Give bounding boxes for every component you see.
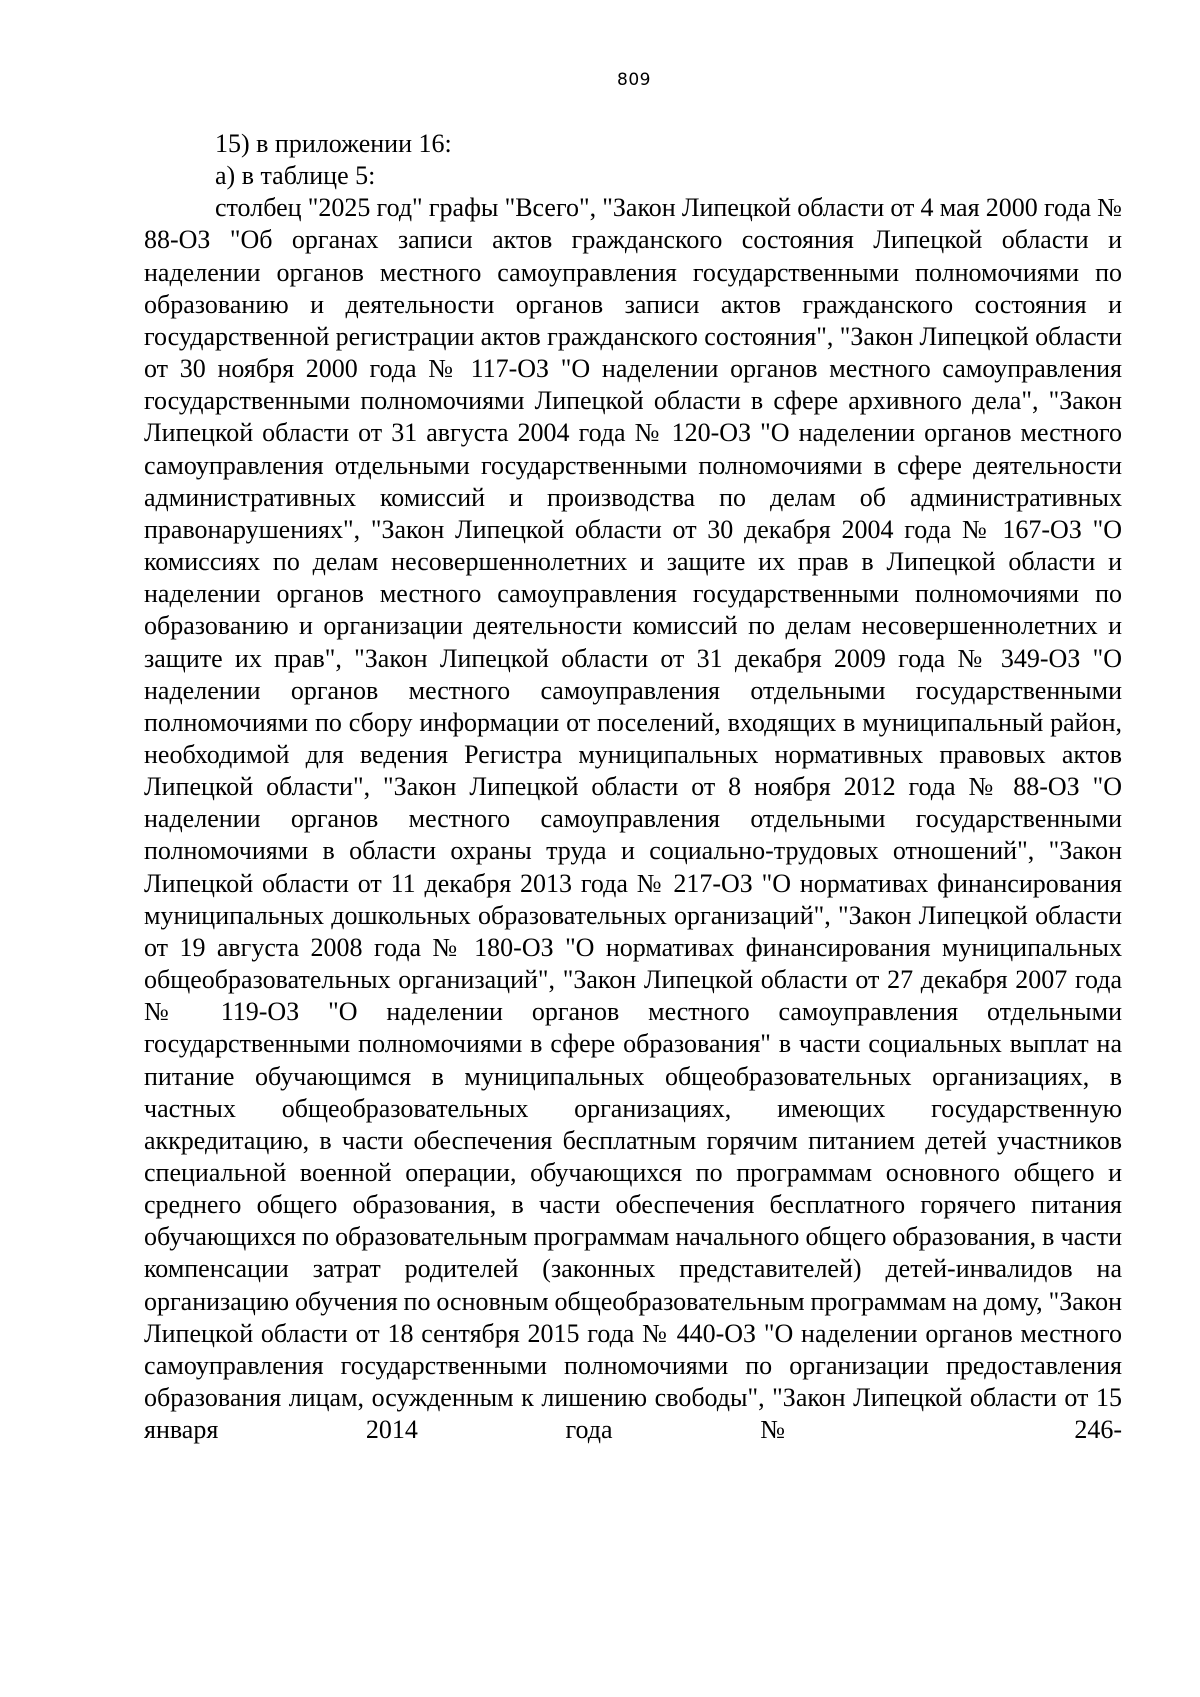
body-paragraph: столбец "2025 год" графы "Всего", "Закон Липецкой области от 4 мая 2000 года № 88-ОЗ "Об органах записи актов гражданского состояния Липецкой области и наделении органов местного самоуправления государственными полномочиями по образованию и деятельности органов записи актов гражданского состояния и государственной регистрации актов гражданского состояния", "Закон Липецкой области от 30 ноября 2000 года № 117-ОЗ "О наделении органов местного самоуправления государственными полномочиями Липецкой области в сфере архивного дела", "Закон Липецкой области от 31 августа 2004 года № 120-ОЗ "О наделении органов местного самоуправления отдельными государственными полномочиями в сфере деятельности административных комиссий и производства по делам об административных правонарушениях", "Закон Липецкой области от 30 декабря 2004 года № 167-ОЗ "О комиссиях по делам несовершеннолетних и защите их прав в Липецкой области и наделении органов местного самоуправления государственными полномочиями по образованию и организации деятельности комиссий по делам несовершеннолетних и защите их прав", "Закон Липецкой области от 31 декабря 2009 года № 349-ОЗ "О наделении органов местного самоуправления отдельными государственными полномочиями по сбору информации от поселений, входящих в муниципальный район, необходимой для ведения Регистра муниципальных нормативных правовых актов Липецкой области", "Закон Липецкой области от 8 ноября 2012 года № 88-ОЗ "О наделении органов местного самоуправления отдельными государственными полномочиями в области охраны труда и социально-трудовых отношений", "Закон Липецкой области от 11 декабря 2013 года № 217-ОЗ "О нормативах финансирования муниципальных дошкольных образовательных организаций", "Закон Липецкой области от 19 августа 2008 года № 180-ОЗ "О нормативах финансирования муниципальных общеобразовательных организаций", "Закон Липецкой области от 27 декабря 2007 года № 119-ОЗ "О наделении органов местного самоуправления отдельными государственными полномочиями в сфере образования" в части социальных выплат на питание обучающимся в муниципальных общеобразовательных организациях, в частных общеобразовательных организациях, имеющих государственную аккредитацию, в части обеспечения бесплатным горячим питанием детей участников специальной военной операции, обучающихся по программам основного общего и среднего общего образования, в части обеспечения бесплатного горячего питания обучающихся по образовательным программам начального общего образования, в части компенсации затрат родителей (законных представителей) детей-инвалидов на организацию обучения по основным общеобразовательным программам на дому, "Закон Липецкой области от 18 сентября 2015 года № 440-ОЗ "О наделении органов местного самоуправления государственными полномочиями по организации предоставления образования лицам, осужденным к лишению свободы", "Закон Липецкой области от 15 января 2014 года № 246- (144, 193, 1122, 1445)
document-body (144, 128, 1122, 1446)
sub-item-heading: а) в таблице 5: (215, 161, 376, 191)
item-heading: 15) в приложении 16: (215, 129, 452, 158)
page-number: 809 (617, 70, 651, 90)
